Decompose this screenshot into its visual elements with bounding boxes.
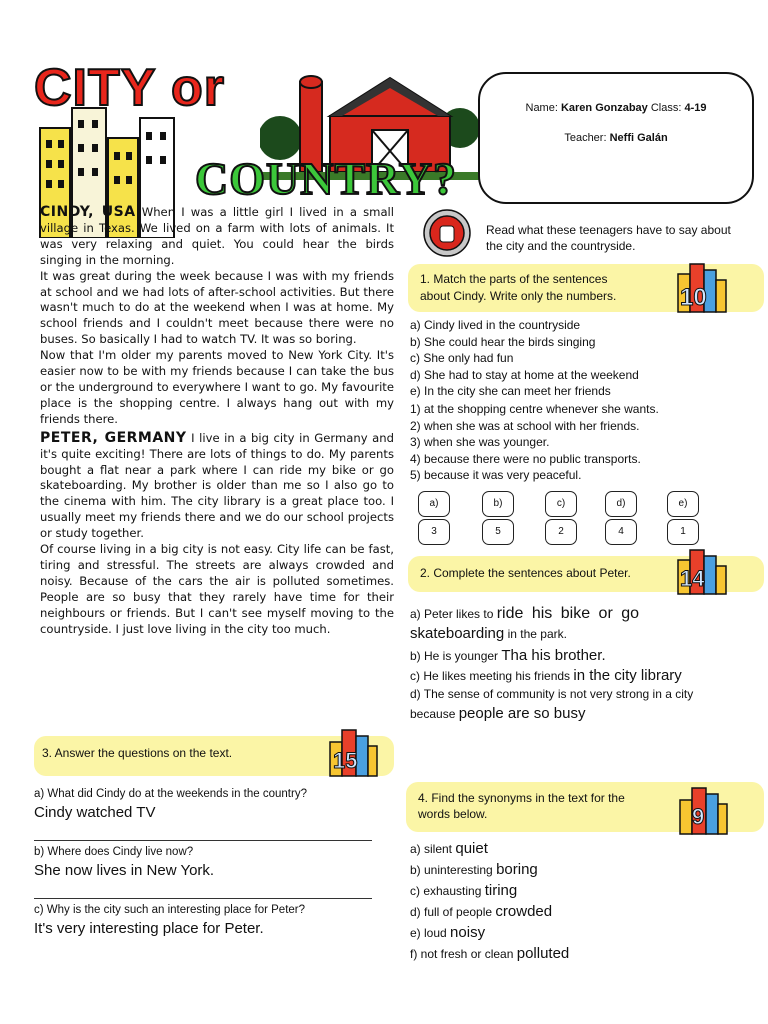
student-name: Karen Gonzabay	[560, 102, 648, 114]
title-line-2: COUNTRY?	[195, 153, 457, 204]
task3-question-c: c) Why is the city such an interesting place for Peter?	[34, 904, 306, 916]
task4-answer[interactable]: tiring	[484, 882, 518, 899]
task2-c-prefix: c) He likes meeting his friends	[410, 669, 571, 683]
task1-right-item: 1) at the shopping centre whenever she wants.	[410, 402, 659, 416]
match-answer-box[interactable]: 4	[605, 519, 637, 545]
cindy-paragraph-1: When I was a little girl I lived in a small village in Texas. We lived on a farm with lots of animals. It was very relaxing and quiet. You could hear the birds singing in the morning.	[40, 205, 394, 267]
task2-instruction: 2. Complete the sentences about Peter.	[420, 566, 631, 580]
class-label: Class:	[650, 102, 682, 114]
task4-item	[410, 882, 517, 899]
match-answer-box[interactable]: 1	[667, 519, 699, 545]
task1-right-item: 3) when she was younger.	[410, 435, 550, 449]
task2-item-a-cont	[410, 625, 567, 642]
task1-left-item: b) She could hear the birds singing	[410, 334, 596, 349]
task4-prompt: b) uninteresting	[410, 863, 493, 877]
task3-question-b: b) Where does Cindy live now?	[34, 846, 194, 858]
intro-text: Read what these teenagers have to say about the city and the countryside.	[486, 223, 731, 253]
task3-answer-c[interactable]: It's very interesting place for Peter.	[34, 920, 264, 937]
task2-item-d: d) The sense of community is not very strong in a city	[410, 687, 694, 701]
cindy-paragraph-2: It was great during the week because I was with my friends at school and we had lots of after-school activities. But there wasn't much to do at the weekend when I was at home. My school friends and I couldn't meet because there were no buses. So basically I had to watch TV. It was so boring.	[40, 268, 394, 347]
task4-prompt: c) exhausting	[410, 884, 482, 898]
task3-question-a: a) What did Cindy do at the weekends in the country?	[34, 788, 307, 800]
task2-c-answer[interactable]: in the city library	[573, 667, 682, 684]
task4-answer[interactable]: crowded	[495, 903, 553, 920]
reading-icon	[422, 208, 472, 258]
title-line-1: CITY or	[34, 59, 225, 117]
task1-instruction-2: about Cindy. Write only the numbers.	[420, 289, 617, 303]
task4-item	[410, 924, 485, 941]
task1-left-list	[410, 317, 639, 400]
task1-points: 10	[680, 284, 707, 311]
task4-answer[interactable]: boring	[496, 861, 538, 878]
task4-answer[interactable]: quiet	[455, 840, 488, 857]
task4-answer[interactable]: noisy	[450, 924, 486, 941]
name-class-row	[480, 102, 752, 114]
task1-instruction-1: 1. Match the parts of the sentences	[420, 272, 608, 286]
match-letter-box: d)	[605, 491, 637, 517]
teacher-row	[480, 132, 752, 144]
task3-answer-b[interactable]: She now lives in New York.	[34, 862, 215, 879]
match-letter-box: e)	[667, 491, 699, 517]
task1-left-item: e) In the city she can meet her friends	[410, 384, 611, 398]
task2-d-answer[interactable]: people are so busy	[458, 705, 586, 722]
task2-a-suffix: in the park.	[507, 627, 567, 641]
task4-item	[410, 903, 552, 920]
match-letter-box: c)	[545, 491, 577, 517]
match-letter-box: a)	[418, 491, 450, 517]
match-answer-box[interactable]: 5	[482, 519, 514, 545]
task4-prompt: d) full of people	[410, 905, 493, 919]
task4-item	[410, 945, 569, 962]
task4-prompt: a) silent	[410, 842, 453, 856]
task2-item-b	[410, 647, 606, 664]
task4-item	[410, 861, 538, 878]
task2-b-answer[interactable]: Tha his brother.	[501, 647, 606, 664]
teacher-label: Teacher:	[564, 132, 607, 144]
task1-right-item: 4) because there were no public transports.	[410, 451, 641, 466]
task2-item-c	[410, 667, 682, 684]
task4-instruction-1: 4. Find the synonyms in the text for the	[418, 791, 625, 805]
cindy-paragraph-3: Now that I'm older my parents moved to New York City. It's easier now to be with my friends because I can take the bus or the underground to everywhere I want to go. My favourite place is the shopping centre. I always hang out with my friends there.	[40, 348, 394, 426]
task4-answer[interactable]: polluted	[516, 945, 570, 962]
task3-points: 15	[333, 748, 358, 773]
task4-prompt: e) loud	[410, 926, 447, 940]
peter-paragraph-1: I live in a big city in Germany and it's quite exciting! There are lots of things to do. My parents bought a flat near a park where I can ride my bike or go skateboarding. My brother is older than me so I also go to the cinema with him. The city library is a great place too. I usually meet my friends there and we do our school projects or study together.	[40, 430, 394, 541]
header-art	[30, 40, 480, 210]
task1-left-item: a) Cindy lived in the countryside	[410, 318, 581, 332]
task1-right-list	[410, 401, 659, 484]
task2-a-answer[interactable]: ride his bike or go	[496, 605, 640, 622]
task3-instruction: 3. Answer the questions on the text.	[42, 746, 233, 760]
task1-right-item: 5) because it was very peaceful.	[410, 468, 582, 482]
task4-instruction-2: words below.	[418, 807, 488, 821]
answer-line	[34, 840, 372, 841]
reading-text	[40, 205, 394, 637]
task2-points: 14	[680, 566, 705, 591]
task1-left-item: c) She only had fun	[410, 351, 514, 365]
task2-a-prefix: a) Peter likes to	[410, 607, 494, 621]
task2-item-d-cont	[410, 705, 585, 722]
task4-prompt: f) not fresh or clean	[410, 947, 514, 961]
peter-heading: PETER, GERMANY	[40, 429, 187, 446]
task2-a-answer-2[interactable]: skateboarding	[410, 625, 505, 642]
student-info-box	[478, 72, 754, 204]
match-letter-box: b)	[482, 491, 514, 517]
teacher-name: Neffi Galán	[609, 132, 668, 144]
task4-item	[410, 840, 488, 857]
task2-b-prefix: b) He is younger	[410, 649, 499, 663]
task2-item-a	[410, 605, 639, 623]
name-label: Name:	[525, 102, 558, 114]
match-answer-box[interactable]: 3	[418, 519, 450, 545]
cindy-heading: CINDY, USA	[40, 204, 136, 220]
task4-points: 9	[692, 804, 705, 829]
answer-line	[34, 898, 372, 899]
task1-right-item: 2) when she was at school with her friends.	[410, 418, 640, 433]
peter-paragraph-2: Of course living in a big city is not easy. City life can be fast, tiring and stressful. The streets are always crowded and noisy. Because of the cars the air is polluted sometimes. People are so busy that they rarely have time for their neighbours or friends. But I can't see myself moving to the countryside. I just love living in the city too much.	[40, 542, 394, 636]
task1-left-item: d) She had to stay at home at the weekend	[410, 367, 639, 382]
task2-d-prefix-2: because	[410, 707, 456, 721]
match-answer-box[interactable]: 2	[545, 519, 577, 545]
class-value: 4-19	[684, 102, 707, 114]
task3-answer-a[interactable]: Cindy watched TV	[34, 804, 156, 821]
